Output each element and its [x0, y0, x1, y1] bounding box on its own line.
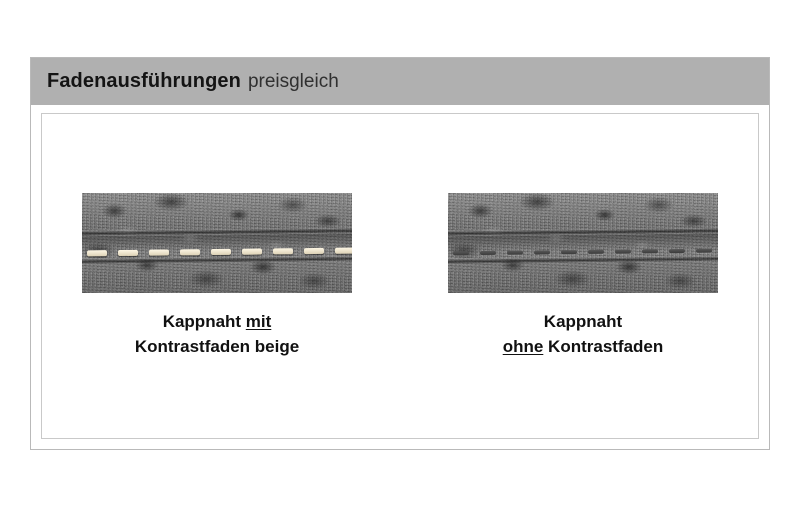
- stitch: [561, 249, 577, 253]
- panel-header: [31, 58, 769, 105]
- caption-text-post: Kontrastfaden beige: [134, 336, 300, 356]
- stitch: [149, 249, 169, 255]
- caption-line-1: [135, 310, 299, 335]
- panel-body: [31, 105, 769, 449]
- sample-caption: [503, 310, 664, 359]
- stitch: [453, 251, 469, 255]
- sample-kappnaht-ohne-kontrastfaden[interactable]: [448, 193, 718, 359]
- inner-frame: [41, 113, 759, 439]
- stitch: [534, 250, 550, 254]
- sample-caption: [135, 310, 299, 359]
- stitch: [118, 249, 138, 255]
- stitch: [242, 248, 262, 254]
- stitch: [304, 247, 324, 253]
- caption-text: Kappnaht: [543, 311, 623, 331]
- stitch: [669, 248, 685, 252]
- stitch: [87, 250, 107, 256]
- caption-line-2: [135, 335, 299, 360]
- caption-line-1: [503, 310, 664, 335]
- caption-text: Kappnaht: [162, 311, 246, 331]
- caption-underlined: mit: [245, 311, 272, 331]
- fabric-swatch-contrast-stitch: [82, 193, 352, 293]
- stitch: [180, 249, 200, 255]
- fadenausfuehrungen-panel: [30, 57, 770, 450]
- stitch: [273, 248, 293, 254]
- caption-line-2: [503, 335, 664, 360]
- caption-underlined: ohne: [502, 336, 544, 356]
- panel-subtitle: preisgleich: [247, 70, 339, 92]
- panel-title: Fadenausführungen: [47, 70, 241, 92]
- stitch: [480, 250, 496, 254]
- stitch: [211, 248, 231, 254]
- stitch: [507, 250, 523, 254]
- caption-text-post: Kontrastfaden: [543, 336, 664, 356]
- stitch: [615, 249, 631, 253]
- stitch: [696, 248, 712, 252]
- sample-list: [42, 114, 758, 438]
- stitch: [588, 249, 604, 253]
- sample-kappnaht-mit-kontrastfaden[interactable]: [82, 193, 352, 359]
- stitch: [642, 249, 658, 253]
- fabric-swatch-tonal-stitch: [448, 193, 718, 293]
- stitch: [335, 247, 352, 253]
